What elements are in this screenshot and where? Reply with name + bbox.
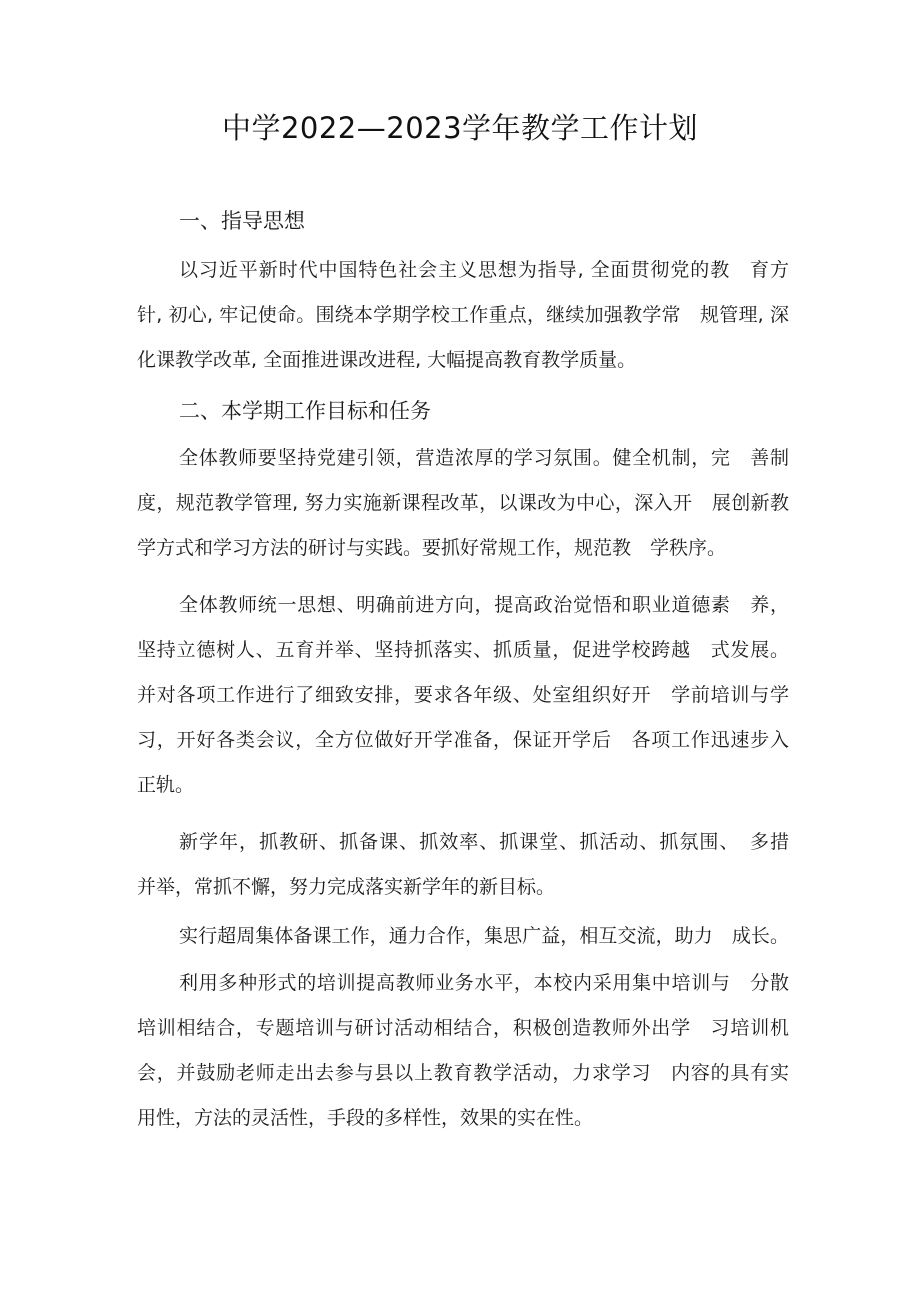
paragraph-line: 并举，常抓不懈，努力完成落实新学年的新目标。 <box>137 876 556 898</box>
paragraph-teacher-training <box>137 961 789 1141</box>
paragraph-line: 学方式和学习方法的研讨与实践。要抓好常规工作，规范教 学秩序。 <box>137 537 727 559</box>
document-title: 中学2022—2023学年教学工作计划 <box>221 111 699 145</box>
paragraph-line: 用性，方法的灵活性，手段的多样性，效果的实在性。 <box>137 1107 594 1129</box>
paragraph-line: 坚持立德树人、五育并举、坚持抓落实、抓质量，促进学校跨越 式发展。 <box>137 639 789 661</box>
paragraph-line: 全体教师统一思想、明确前进方向，提高政治觉悟和职业道德素 养， <box>179 594 789 616</box>
paragraph-collective-lesson-prep <box>137 914 789 959</box>
paragraph-line: 以习近平新时代中国特色社会主义思想为指导, 全面贯彻党的教 育方 <box>179 259 789 281</box>
paragraph-line: 利用多种形式的培训提高教师业务水平，本校内采用集中培训与 分散 <box>179 972 789 994</box>
paragraph-line: 针, 初心, 牢记使命。围绕本学期学校工作重点，继续加强教学常 规管理, 深 <box>137 304 789 326</box>
paragraph-line: 会，并鼓励老师走出去参与县以上教育教学活动，力求学习 内容的具有实 <box>137 1062 789 1084</box>
paragraph-line: 实行超周集体备课工作，通力合作，集思广益，相互交流，助力 成长。 <box>179 925 789 947</box>
paragraph-line: 并对各项工作进行了细致安排，要求各年级、处室组织好开 学前培训与学 <box>137 684 789 706</box>
paragraph-line: 度，规范教学管理, 努力实施新课程改革，以课改为中心，深入开 展创新教 <box>137 492 789 514</box>
paragraph-party-leadership <box>137 436 789 571</box>
paragraph-guiding-ideology <box>137 248 789 383</box>
paragraph-line: 化课教学改革, 全面推进课改进程, 大幅提高教育教学质量。 <box>137 349 637 371</box>
paragraph-unified-thinking <box>137 583 789 808</box>
paragraph-new-school-year <box>137 820 789 910</box>
section-heading-goals-and-tasks: 二、本学期工作目标和任务 <box>179 399 431 423</box>
paragraph-line: 新学年，抓教研、抓备课、抓效率、抓课堂、抓活动、抓氛围、 多措 <box>179 831 789 853</box>
section-heading-guiding-ideology: 一、指导思想 <box>179 209 305 233</box>
paragraph-line: 培训相结合，专题培训与研讨活动相结合，积极创造教师外出学 习培训机 <box>137 1017 789 1039</box>
paragraph-line: 习，开好各类会议，全方位做好开学准备，保证开学后 各项工作迅速步入 <box>137 729 789 751</box>
paragraph-line: 正轨。 <box>137 774 195 796</box>
paragraph-line: 全体教师要坚持党建引领，营造浓厚的学习氛围。健全机制，完 善制 <box>179 447 789 469</box>
